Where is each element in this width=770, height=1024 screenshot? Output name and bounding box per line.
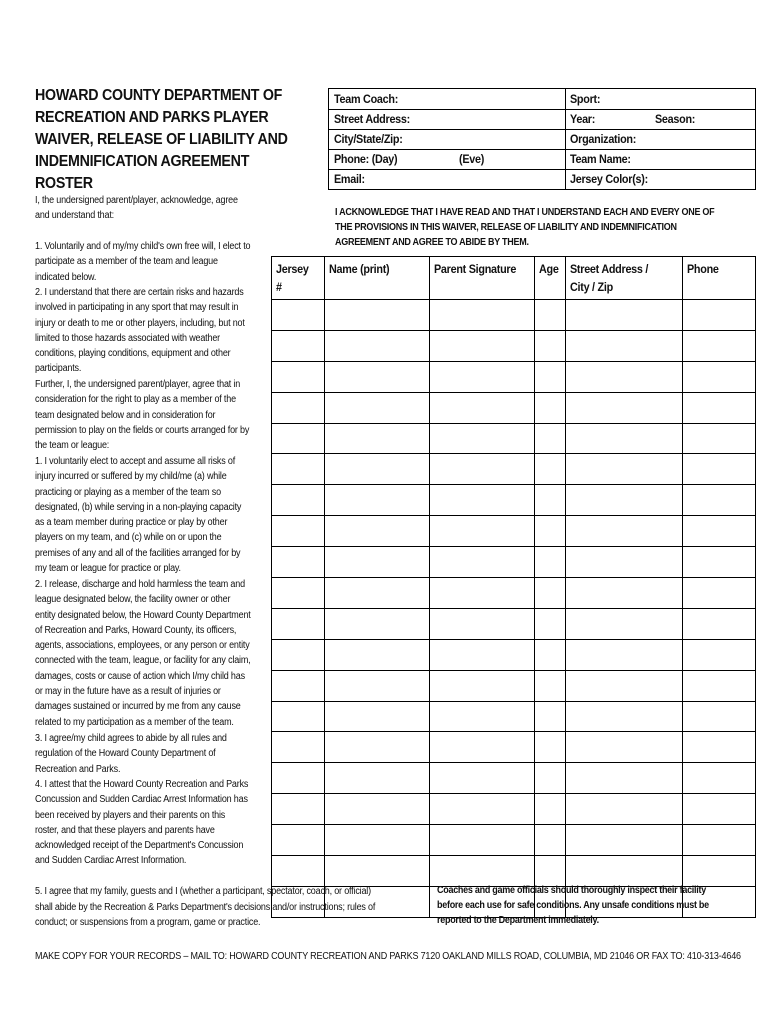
roster-cell[interactable] <box>683 300 756 331</box>
roster-cell[interactable] <box>566 547 683 578</box>
roster-cell[interactable] <box>325 330 430 361</box>
roster-cell[interactable] <box>430 516 535 547</box>
agreement-4: 4. I attest that the Howard County Recreation and Parks Concussion and Sudden Cardiac Arrest Information has been received by players and their parents on this roster, and that these players and parents have acknowledged receipt of the Department's Concussion and Sudden Cardiac Arrest Information. <box>35 779 249 867</box>
roster-cell[interactable] <box>272 670 325 701</box>
roster-cell[interactable] <box>566 485 683 516</box>
roster-cell[interactable] <box>430 300 535 331</box>
intro-text: I, the undersigned parent/player, acknowledge, agree and understand that: <box>35 195 238 222</box>
table-row <box>272 454 756 485</box>
table-row <box>272 361 756 392</box>
roster-cell[interactable] <box>535 300 566 331</box>
mailing-footer: MAKE COPY FOR YOUR RECORDS – MAIL TO: HOWARD COUNTY RECREATION AND PARKS 7120 OAKLAND MILLS ROAD, COLUMBIA, MD 21046 OR FAX TO: 410-313-4646 <box>35 951 741 962</box>
roster-cell[interactable] <box>272 392 325 423</box>
roster-cell[interactable] <box>683 547 756 578</box>
phone-eve-label[interactable]: (Eve) <box>459 152 485 166</box>
roster-cell[interactable] <box>566 825 683 856</box>
roster-cell[interactable] <box>535 856 566 887</box>
roster-cell[interactable] <box>272 454 325 485</box>
roster-cell[interactable] <box>683 454 756 485</box>
roster-cell[interactable] <box>430 639 535 670</box>
phone-day-label[interactable]: Phone: (Day) <box>334 152 398 166</box>
roster-cell[interactable] <box>430 825 535 856</box>
roster-cell[interactable] <box>683 578 756 609</box>
table-row <box>272 639 756 670</box>
roster-cell[interactable] <box>566 763 683 794</box>
roster-cell[interactable] <box>683 856 756 887</box>
roster-cell[interactable] <box>535 670 566 701</box>
roster-cell[interactable] <box>430 794 535 825</box>
roster-cell[interactable] <box>566 608 683 639</box>
roster-cell[interactable] <box>272 300 325 331</box>
roster-cell[interactable] <box>325 516 430 547</box>
roster-cell[interactable] <box>566 639 683 670</box>
roster-cell[interactable] <box>566 578 683 609</box>
table-row <box>272 732 756 763</box>
roster-cell[interactable] <box>430 330 535 361</box>
roster-cell[interactable] <box>430 670 535 701</box>
table-row <box>272 300 756 331</box>
roster-cell[interactable] <box>683 361 756 392</box>
roster-cell[interactable] <box>272 763 325 794</box>
roster-cell[interactable] <box>430 392 535 423</box>
roster-cell[interactable] <box>535 330 566 361</box>
roster-cell[interactable] <box>683 701 756 732</box>
roster-cell[interactable] <box>430 608 535 639</box>
roster-cell[interactable] <box>325 361 430 392</box>
roster-cell[interactable] <box>325 825 430 856</box>
table-row <box>272 608 756 639</box>
roster-cell[interactable] <box>535 516 566 547</box>
col-parent-signature: Parent Signature <box>430 257 535 300</box>
roster-cell[interactable] <box>683 794 756 825</box>
roster-cell[interactable] <box>272 578 325 609</box>
team-name-label[interactable]: Team Name: <box>570 152 631 166</box>
roster-cell[interactable] <box>430 763 535 794</box>
roster-cell[interactable] <box>325 454 430 485</box>
roster-cell[interactable] <box>325 608 430 639</box>
roster-cell[interactable] <box>566 392 683 423</box>
roster-cell[interactable] <box>325 485 430 516</box>
roster-cell[interactable] <box>325 578 430 609</box>
facility-notice: Coaches and game officials should thoroughly inspect their facility before each use for safe conditions. Any unsafe conditions must be reported to the Department immediately. <box>437 885 709 926</box>
roster-cell[interactable] <box>566 300 683 331</box>
roster-cell[interactable] <box>325 547 430 578</box>
jersey-colors-label[interactable]: Jersey Color(s): <box>570 172 648 186</box>
roster-cell[interactable] <box>272 330 325 361</box>
table-row <box>272 825 756 856</box>
roster-cell[interactable] <box>272 547 325 578</box>
street-address-label[interactable]: Street Address: <box>334 112 410 126</box>
table-row <box>272 423 756 454</box>
roster-cell[interactable] <box>430 732 535 763</box>
roster-cell[interactable] <box>683 670 756 701</box>
roster-cell[interactable] <box>566 670 683 701</box>
agreement-1: 1. I voluntarily elect to accept and assume all risks of injury incurred or suffered by my child/me (a) while practicing or playing as a member of the team so designated, (b) while serving in a non-playing capacity as a team member during practice or play by other players on my team, and (c) while on or upon the premises of any and all of the facilities arranged for by my team or league for practice or play. <box>35 456 242 575</box>
further-text: Further, I, the undersigned parent/player, agree that in consideration for the right to play as a member of the team designated below and in consideration for permission to play on the fields or courts arranged for by the team or league: <box>35 379 250 452</box>
table-row <box>272 392 756 423</box>
roster-cell[interactable] <box>683 763 756 794</box>
roster-cell[interactable] <box>325 701 430 732</box>
team-coach-label[interactable]: Team Coach: <box>334 92 399 106</box>
roster-cell[interactable] <box>566 361 683 392</box>
team-info-box <box>328 88 756 190</box>
roster-cell[interactable] <box>535 392 566 423</box>
roster-cell[interactable] <box>535 578 566 609</box>
table-row <box>272 485 756 516</box>
roster-cell[interactable] <box>683 516 756 547</box>
col-name: Name (print) <box>325 257 430 300</box>
roster-header-row <box>272 257 756 300</box>
sport-label[interactable]: Sport: <box>570 92 601 106</box>
table-row <box>272 794 756 825</box>
roster-cell[interactable] <box>325 639 430 670</box>
roster-cell[interactable] <box>566 423 683 454</box>
roster-cell[interactable] <box>566 516 683 547</box>
roster-table <box>271 256 756 918</box>
roster-cell[interactable] <box>566 732 683 763</box>
roster-cell[interactable] <box>535 701 566 732</box>
roster-cell[interactable] <box>535 763 566 794</box>
city-state-zip-label[interactable]: City/State/Zip: <box>334 132 403 146</box>
agreement-5: 5. I agree that my family, guests and I (whether a participant, spectator, coach, or official) shall abide by the Recreation & Parks Department's decisions and/or instructions; rules of conduct; or suspensions from a program, game or practice. <box>35 886 376 928</box>
table-row <box>272 701 756 732</box>
roster-cell[interactable] <box>566 794 683 825</box>
roster-cell[interactable] <box>272 732 325 763</box>
roster-cell[interactable] <box>683 825 756 856</box>
col-phone: Phone <box>683 257 756 300</box>
roster-cell[interactable] <box>272 856 325 887</box>
table-row <box>272 856 756 887</box>
roster-cell[interactable] <box>535 639 566 670</box>
roster-cell[interactable] <box>535 608 566 639</box>
roster-cell[interactable] <box>566 330 683 361</box>
roster-cell[interactable] <box>272 361 325 392</box>
roster-cell[interactable] <box>430 547 535 578</box>
roster-cell[interactable] <box>325 763 430 794</box>
roster-cell[interactable] <box>535 732 566 763</box>
clause-2: 2. I understand that there are certain risks and hazards involved in participating in any sport that may result in injury or death to me or other players, including, but not limited to those hazards associated with weather conditions, playing conditions, equipment and other participants. <box>35 287 245 375</box>
roster-cell[interactable] <box>430 485 535 516</box>
roster-cell[interactable] <box>535 547 566 578</box>
roster-cell[interactable] <box>430 361 535 392</box>
roster-cell[interactable] <box>272 794 325 825</box>
roster-cell[interactable] <box>430 701 535 732</box>
roster-cell[interactable] <box>683 732 756 763</box>
table-row <box>272 578 756 609</box>
roster-cell[interactable] <box>683 485 756 516</box>
col-age: Age <box>535 257 566 300</box>
table-row <box>272 516 756 547</box>
col-jersey: Jersey # <box>272 257 325 300</box>
organization-label[interactable]: Organization: <box>570 132 637 146</box>
roster-cell[interactable] <box>272 423 325 454</box>
roster-cell[interactable] <box>325 423 430 454</box>
year-label[interactable]: Year: <box>570 112 596 126</box>
roster-cell[interactable] <box>535 825 566 856</box>
roster-cell[interactable] <box>272 639 325 670</box>
clause-1: 1. Voluntarily and of my/my child's own free will, I elect to participate as a member of the team and league indicated below. <box>35 241 251 283</box>
season-label[interactable]: Season: <box>655 112 696 126</box>
roster-cell[interactable] <box>430 578 535 609</box>
table-row <box>272 670 756 701</box>
table-row <box>272 547 756 578</box>
roster-cell[interactable] <box>566 701 683 732</box>
roster-cell[interactable] <box>566 454 683 485</box>
roster-cell[interactable] <box>430 856 535 887</box>
roster-cell[interactable] <box>683 608 756 639</box>
roster-cell[interactable] <box>272 825 325 856</box>
roster-cell[interactable] <box>325 670 430 701</box>
roster-cell[interactable] <box>683 423 756 454</box>
roster-cell[interactable] <box>535 361 566 392</box>
roster-cell[interactable] <box>325 300 430 331</box>
roster-cell[interactable] <box>683 639 756 670</box>
roster-cell[interactable] <box>272 608 325 639</box>
roster-cell[interactable] <box>535 454 566 485</box>
roster-cell[interactable] <box>325 856 430 887</box>
roster-cell[interactable] <box>272 701 325 732</box>
roster-cell[interactable] <box>535 423 566 454</box>
roster-cell[interactable] <box>272 516 325 547</box>
form-title: HOWARD COUNTY DEPARTMENT OF RECREATION AND PARKS PLAYER WAIVER, RELEASE OF LIABILITY AND INDEMNIFICATION AGREEMENT ROSTER <box>35 87 288 192</box>
roster-cell[interactable] <box>535 485 566 516</box>
roster-cell[interactable] <box>430 454 535 485</box>
agreement-2: 2. I release, discharge and hold harmless the team and league designated below, the facility owner or other entity designated below, the Howard County Department of Recreation and Parks, Howard County, its officers, agents, associations, employees, or any person or entity connected with the team, league, or facility for any claim, damages, costs or cause of action which I/my child has or may in the future have as a result of injuries or damages sustained or incurred by me from any cause related to my participation as a member of the team. <box>35 579 251 728</box>
agreement-3: 3. I agree/my child agrees to abide by all rules and regulation of the Howard County Department of Recreation and Parks. <box>35 733 227 775</box>
roster-cell[interactable] <box>430 423 535 454</box>
roster-cell[interactable] <box>683 330 756 361</box>
table-row <box>272 763 756 794</box>
roster-cell[interactable] <box>535 794 566 825</box>
roster-cell[interactable] <box>325 732 430 763</box>
table-row <box>272 330 756 361</box>
email-label[interactable]: Email: <box>334 172 365 186</box>
roster-cell[interactable] <box>272 485 325 516</box>
roster-cell[interactable] <box>325 794 430 825</box>
roster-cell[interactable] <box>325 392 430 423</box>
roster-cell[interactable] <box>566 856 683 887</box>
col-address: Street Address / City / Zip <box>566 257 683 300</box>
acknowledgement-statement: I ACKNOWLEDGE THAT I HAVE READ AND THAT I UNDERSTAND EACH AND EVERY ONE OF THE PROVISIONS IN THIS WAIVER, RELEASE OF LIABILITY AND INDEMNIFICATION AGREEMENT AND AGREE TO ABIDE BY THEM. <box>335 207 715 248</box>
roster-cell[interactable] <box>683 392 756 423</box>
